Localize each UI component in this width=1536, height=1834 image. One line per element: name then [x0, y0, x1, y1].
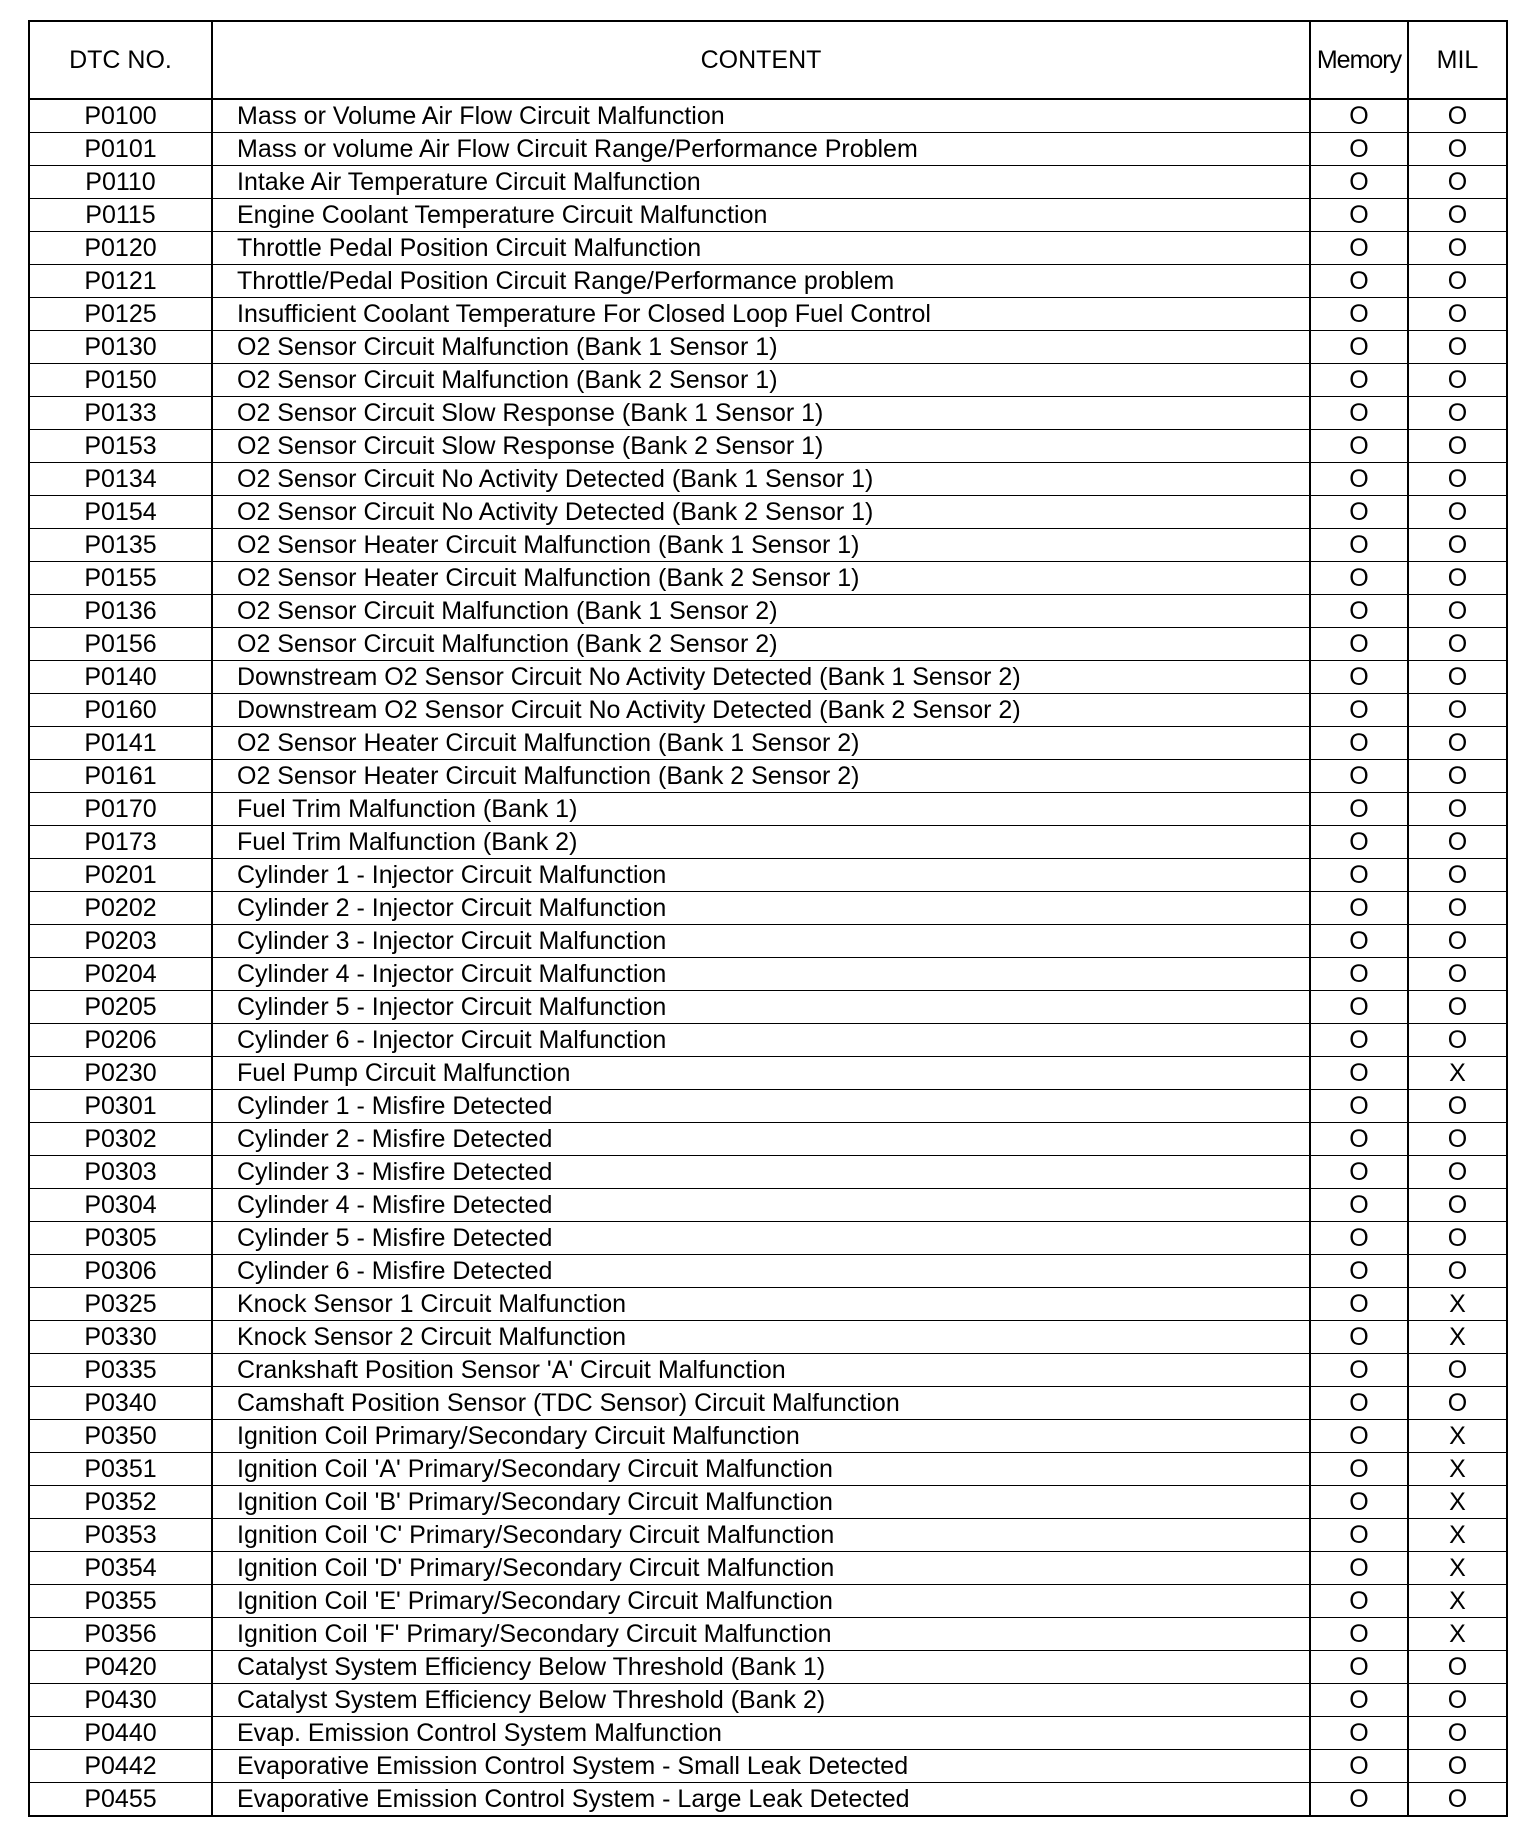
mil-flag-cell: O	[1408, 1123, 1507, 1156]
table-row	[29, 1684, 1507, 1717]
memory-flag-cell: O	[1310, 1783, 1408, 1817]
dtc-code-cell: P0125	[29, 298, 212, 331]
mil-flag-cell: O	[1408, 826, 1507, 859]
dtc-code-cell: P0136	[29, 595, 212, 628]
dtc-content-cell: O2 Sensor Circuit No Activity Detected (Bank 1 Sensor 1)	[212, 463, 1310, 496]
mil-flag-cell: X	[1408, 1486, 1507, 1519]
memory-flag-cell: O	[1310, 1288, 1408, 1321]
dtc-code-cell: P0160	[29, 694, 212, 727]
memory-flag-cell: O	[1310, 133, 1408, 166]
dtc-content-cell: O2 Sensor Circuit Malfunction (Bank 1 Sensor 2)	[212, 595, 1310, 628]
mil-flag-cell: O	[1408, 595, 1507, 628]
table-row	[29, 1486, 1507, 1519]
dtc-content-cell: O2 Sensor Circuit Malfunction (Bank 1 Sensor 1)	[212, 331, 1310, 364]
dtc-code-cell: P0133	[29, 397, 212, 430]
memory-flag-cell: O	[1310, 1420, 1408, 1453]
mil-flag-cell: O	[1408, 133, 1507, 166]
memory-flag-cell: O	[1310, 298, 1408, 331]
memory-flag-cell: O	[1310, 562, 1408, 595]
mil-flag-cell: O	[1408, 265, 1507, 298]
table-row	[29, 826, 1507, 859]
dtc-content-cell: Insufficient Coolant Temperature For Closed Loop Fuel Control	[212, 298, 1310, 331]
table-row	[29, 1024, 1507, 1057]
memory-flag-cell: O	[1310, 991, 1408, 1024]
mil-flag-cell: X	[1408, 1453, 1507, 1486]
dtc-content-cell: Engine Coolant Temperature Circuit Malfunction	[212, 199, 1310, 232]
table-row	[29, 628, 1507, 661]
dtc-code-cell: P0303	[29, 1156, 212, 1189]
table-row	[29, 1420, 1507, 1453]
memory-flag-cell: O	[1310, 463, 1408, 496]
mil-flag-cell: O	[1408, 529, 1507, 562]
mil-flag-cell: O	[1408, 562, 1507, 595]
table-row	[29, 1519, 1507, 1552]
header-memory: Memory	[1310, 21, 1408, 99]
mil-flag-cell: X	[1408, 1288, 1507, 1321]
dtc-code-cell: P0325	[29, 1288, 212, 1321]
mil-flag-cell: O	[1408, 991, 1507, 1024]
mil-flag-cell: O	[1408, 628, 1507, 661]
dtc-code-cell: P0204	[29, 958, 212, 991]
dtc-code-cell: P0121	[29, 265, 212, 298]
dtc-code-cell: P0155	[29, 562, 212, 595]
memory-flag-cell: O	[1310, 1387, 1408, 1420]
mil-flag-cell: O	[1408, 1717, 1507, 1750]
dtc-content-cell: Evaporative Emission Control System - Small Leak Detected	[212, 1750, 1310, 1783]
dtc-content-cell: Downstream O2 Sensor Circuit No Activity Detected (Bank 1 Sensor 2)	[212, 661, 1310, 694]
dtc-code-cell: P0101	[29, 133, 212, 166]
memory-flag-cell: O	[1310, 265, 1408, 298]
dtc-content-cell: Camshaft Position Sensor (TDC Sensor) Circuit Malfunction	[212, 1387, 1310, 1420]
dtc-content-cell: Cylinder 5 - Injector Circuit Malfunction	[212, 991, 1310, 1024]
dtc-code-cell: P0135	[29, 529, 212, 562]
mil-flag-cell: O	[1408, 925, 1507, 958]
table-row	[29, 694, 1507, 727]
dtc-code-cell: P0173	[29, 826, 212, 859]
mil-flag-cell: O	[1408, 1783, 1507, 1817]
table-row	[29, 463, 1507, 496]
memory-flag-cell: O	[1310, 397, 1408, 430]
dtc-code-cell: P0150	[29, 364, 212, 397]
header-content: CONTENT	[212, 21, 1310, 99]
dtc-content-cell: Knock Sensor 1 Circuit Malfunction	[212, 1288, 1310, 1321]
table-row	[29, 1750, 1507, 1783]
dtc-content-cell: Cylinder 4 - Misfire Detected	[212, 1189, 1310, 1222]
dtc-content-cell: Ignition Coil Primary/Secondary Circuit Malfunction	[212, 1420, 1310, 1453]
memory-flag-cell: O	[1310, 1090, 1408, 1123]
mil-flag-cell: O	[1408, 1651, 1507, 1684]
dtc-content-cell: Catalyst System Efficiency Below Threshold (Bank 1)	[212, 1651, 1310, 1684]
memory-flag-cell: O	[1310, 892, 1408, 925]
memory-flag-cell: O	[1310, 826, 1408, 859]
table-row	[29, 1222, 1507, 1255]
dtc-content-cell: Ignition Coil 'C' Primary/Secondary Circuit Malfunction	[212, 1519, 1310, 1552]
table-row	[29, 1090, 1507, 1123]
mil-flag-cell: O	[1408, 1222, 1507, 1255]
table-row	[29, 1387, 1507, 1420]
memory-flag-cell: O	[1310, 1024, 1408, 1057]
mil-flag-cell: X	[1408, 1618, 1507, 1651]
table-row	[29, 133, 1507, 166]
dtc-content-cell: O2 Sensor Circuit No Activity Detected (Bank 2 Sensor 1)	[212, 496, 1310, 529]
table-body	[29, 99, 1507, 1816]
mil-flag-cell: O	[1408, 1684, 1507, 1717]
dtc-code-cell: P0205	[29, 991, 212, 1024]
dtc-content-cell: O2 Sensor Circuit Malfunction (Bank 2 Sensor 1)	[212, 364, 1310, 397]
memory-flag-cell: O	[1310, 364, 1408, 397]
dtc-content-cell: O2 Sensor Circuit Malfunction (Bank 2 Sensor 2)	[212, 628, 1310, 661]
dtc-content-cell: Cylinder 6 - Misfire Detected	[212, 1255, 1310, 1288]
memory-flag-cell: O	[1310, 1123, 1408, 1156]
mil-flag-cell: X	[1408, 1552, 1507, 1585]
dtc-content-cell: Cylinder 6 - Injector Circuit Malfunction	[212, 1024, 1310, 1057]
mil-flag-cell: O	[1408, 199, 1507, 232]
table-row	[29, 727, 1507, 760]
mil-flag-cell: O	[1408, 397, 1507, 430]
dtc-code-cell: P0130	[29, 331, 212, 364]
dtc-code-cell: P0202	[29, 892, 212, 925]
dtc-code-cell: P0354	[29, 1552, 212, 1585]
table-row	[29, 760, 1507, 793]
memory-flag-cell: O	[1310, 958, 1408, 991]
mil-flag-cell: O	[1408, 727, 1507, 760]
dtc-content-cell: Catalyst System Efficiency Below Threshold (Bank 2)	[212, 1684, 1310, 1717]
memory-flag-cell: O	[1310, 199, 1408, 232]
table-row	[29, 562, 1507, 595]
table-row	[29, 595, 1507, 628]
dtc-code-cell: P0301	[29, 1090, 212, 1123]
mil-flag-cell: X	[1408, 1519, 1507, 1552]
dtc-content-cell: Cylinder 3 - Injector Circuit Malfunction	[212, 925, 1310, 958]
mil-flag-cell: O	[1408, 232, 1507, 265]
memory-flag-cell: O	[1310, 1156, 1408, 1189]
table-row	[29, 661, 1507, 694]
mil-flag-cell: O	[1408, 760, 1507, 793]
table-row	[29, 1321, 1507, 1354]
dtc-content-cell: Crankshaft Position Sensor 'A' Circuit Malfunction	[212, 1354, 1310, 1387]
mil-flag-cell: O	[1408, 166, 1507, 199]
mil-flag-cell: O	[1408, 958, 1507, 991]
dtc-code-cell: P0206	[29, 1024, 212, 1057]
dtc-code-cell: P0154	[29, 496, 212, 529]
dtc-code-cell: P0100	[29, 99, 212, 133]
memory-flag-cell: O	[1310, 628, 1408, 661]
dtc-code-cell: P0340	[29, 1387, 212, 1420]
dtc-content-cell: O2 Sensor Circuit Slow Response (Bank 2 Sensor 1)	[212, 430, 1310, 463]
dtc-content-cell: O2 Sensor Heater Circuit Malfunction (Bank 1 Sensor 1)	[212, 529, 1310, 562]
table-row	[29, 1156, 1507, 1189]
dtc-content-cell: Fuel Trim Malfunction (Bank 1)	[212, 793, 1310, 826]
dtc-code-cell: P0442	[29, 1750, 212, 1783]
dtc-content-cell: Mass or volume Air Flow Circuit Range/Performance Problem	[212, 133, 1310, 166]
mil-flag-cell: O	[1408, 661, 1507, 694]
mil-flag-cell: O	[1408, 331, 1507, 364]
dtc-code-cell: P0161	[29, 760, 212, 793]
mil-flag-cell: O	[1408, 694, 1507, 727]
dtc-code-cell: P0156	[29, 628, 212, 661]
mil-flag-cell: O	[1408, 1189, 1507, 1222]
dtc-content-cell: O2 Sensor Circuit Slow Response (Bank 1 Sensor 1)	[212, 397, 1310, 430]
table-row	[29, 331, 1507, 364]
mil-flag-cell: X	[1408, 1585, 1507, 1618]
table-row	[29, 958, 1507, 991]
table-row	[29, 1717, 1507, 1750]
dtc-code-cell: P0141	[29, 727, 212, 760]
memory-flag-cell: O	[1310, 1189, 1408, 1222]
dtc-content-cell: O2 Sensor Heater Circuit Malfunction (Bank 1 Sensor 2)	[212, 727, 1310, 760]
table-row	[29, 1057, 1507, 1090]
dtc-code-cell: P0353	[29, 1519, 212, 1552]
memory-flag-cell: O	[1310, 727, 1408, 760]
table-row	[29, 199, 1507, 232]
table-row	[29, 496, 1507, 529]
dtc-code-cell: P0140	[29, 661, 212, 694]
table-row	[29, 1354, 1507, 1387]
memory-flag-cell: O	[1310, 1717, 1408, 1750]
dtc-code-cell: P0115	[29, 199, 212, 232]
dtc-code-cell: P0134	[29, 463, 212, 496]
memory-flag-cell: O	[1310, 1486, 1408, 1519]
memory-flag-cell: O	[1310, 1255, 1408, 1288]
dtc-content-cell: Cylinder 2 - Misfire Detected	[212, 1123, 1310, 1156]
dtc-content-cell: Ignition Coil 'B' Primary/Secondary Circuit Malfunction	[212, 1486, 1310, 1519]
dtc-content-cell: Ignition Coil 'E' Primary/Secondary Circuit Malfunction	[212, 1585, 1310, 1618]
table-row	[29, 1618, 1507, 1651]
table-row	[29, 364, 1507, 397]
dtc-code-cell: P0350	[29, 1420, 212, 1453]
table-row	[29, 1783, 1507, 1817]
mil-flag-cell: O	[1408, 892, 1507, 925]
table-row	[29, 1585, 1507, 1618]
dtc-content-cell: Fuel Trim Malfunction (Bank 2)	[212, 826, 1310, 859]
memory-flag-cell: O	[1310, 529, 1408, 562]
dtc-content-cell: Downstream O2 Sensor Circuit No Activity Detected (Bank 2 Sensor 2)	[212, 694, 1310, 727]
memory-flag-cell: O	[1310, 1519, 1408, 1552]
dtc-code-cell: P0203	[29, 925, 212, 958]
dtc-content-cell: Fuel Pump Circuit Malfunction	[212, 1057, 1310, 1090]
memory-flag-cell: O	[1310, 1321, 1408, 1354]
memory-flag-cell: O	[1310, 166, 1408, 199]
mil-flag-cell: O	[1408, 859, 1507, 892]
table-row	[29, 99, 1507, 133]
mil-flag-cell: X	[1408, 1057, 1507, 1090]
memory-flag-cell: O	[1310, 1651, 1408, 1684]
dtc-code-cell: P0304	[29, 1189, 212, 1222]
table-row	[29, 1288, 1507, 1321]
table-row	[29, 265, 1507, 298]
dtc-content-cell: Throttle/Pedal Position Circuit Range/Performance problem	[212, 265, 1310, 298]
dtc-code-cell: P0455	[29, 1783, 212, 1817]
memory-flag-cell: O	[1310, 1453, 1408, 1486]
table-row	[29, 991, 1507, 1024]
dtc-content-cell: Cylinder 4 - Injector Circuit Malfunction	[212, 958, 1310, 991]
mil-flag-cell: O	[1408, 99, 1507, 133]
memory-flag-cell: O	[1310, 1222, 1408, 1255]
dtc-content-cell: Cylinder 3 - Misfire Detected	[212, 1156, 1310, 1189]
table-row	[29, 1453, 1507, 1486]
memory-flag-cell: O	[1310, 430, 1408, 463]
dtc-code-cell: P0352	[29, 1486, 212, 1519]
table-row	[29, 793, 1507, 826]
dtc-code-cell: P0170	[29, 793, 212, 826]
memory-flag-cell: O	[1310, 793, 1408, 826]
table-row	[29, 298, 1507, 331]
dtc-table	[28, 20, 1508, 1817]
table-row	[29, 397, 1507, 430]
dtc-content-cell: O2 Sensor Heater Circuit Malfunction (Bank 2 Sensor 1)	[212, 562, 1310, 595]
dtc-code-cell: P0306	[29, 1255, 212, 1288]
header-row	[29, 21, 1507, 99]
memory-flag-cell: O	[1310, 661, 1408, 694]
mil-flag-cell: X	[1408, 1420, 1507, 1453]
mil-flag-cell: X	[1408, 1321, 1507, 1354]
dtc-content-cell: Mass or Volume Air Flow Circuit Malfunction	[212, 99, 1310, 133]
dtc-code-cell: P0420	[29, 1651, 212, 1684]
dtc-content-cell: Knock Sensor 2 Circuit Malfunction	[212, 1321, 1310, 1354]
table-row	[29, 1651, 1507, 1684]
dtc-code-cell: P0440	[29, 1717, 212, 1750]
memory-flag-cell: O	[1310, 925, 1408, 958]
table-row	[29, 232, 1507, 265]
dtc-content-cell: Cylinder 1 - Injector Circuit Malfunction	[212, 859, 1310, 892]
table-row	[29, 859, 1507, 892]
mil-flag-cell: O	[1408, 793, 1507, 826]
memory-flag-cell: O	[1310, 1618, 1408, 1651]
dtc-content-cell: Cylinder 5 - Misfire Detected	[212, 1222, 1310, 1255]
mil-flag-cell: O	[1408, 364, 1507, 397]
mil-flag-cell: O	[1408, 463, 1507, 496]
dtc-content-cell: Ignition Coil 'A' Primary/Secondary Circuit Malfunction	[212, 1453, 1310, 1486]
dtc-content-cell: Ignition Coil 'F' Primary/Secondary Circuit Malfunction	[212, 1618, 1310, 1651]
mil-flag-cell: O	[1408, 298, 1507, 331]
header-dtc-no: DTC NO.	[29, 21, 212, 99]
memory-flag-cell: O	[1310, 99, 1408, 133]
dtc-code-cell: P0110	[29, 166, 212, 199]
memory-flag-cell: O	[1310, 496, 1408, 529]
table-row	[29, 1189, 1507, 1222]
mil-flag-cell: O	[1408, 1387, 1507, 1420]
memory-flag-cell: O	[1310, 1057, 1408, 1090]
table-header	[29, 21, 1507, 99]
memory-flag-cell: O	[1310, 1552, 1408, 1585]
dtc-code-cell: P0356	[29, 1618, 212, 1651]
dtc-code-cell: P0305	[29, 1222, 212, 1255]
table-row	[29, 430, 1507, 463]
dtc-code-cell: P0120	[29, 232, 212, 265]
dtc-code-cell: P0230	[29, 1057, 212, 1090]
mil-flag-cell: O	[1408, 496, 1507, 529]
header-mil: MIL	[1408, 21, 1507, 99]
dtc-content-cell: Evaporative Emission Control System - Large Leak Detected	[212, 1783, 1310, 1817]
mil-flag-cell: O	[1408, 1255, 1507, 1288]
mil-flag-cell: O	[1408, 1024, 1507, 1057]
memory-flag-cell: O	[1310, 859, 1408, 892]
memory-flag-cell: O	[1310, 1750, 1408, 1783]
mil-flag-cell: O	[1408, 1750, 1507, 1783]
dtc-content-cell: O2 Sensor Heater Circuit Malfunction (Bank 2 Sensor 2)	[212, 760, 1310, 793]
table-row	[29, 1255, 1507, 1288]
table-row	[29, 1552, 1507, 1585]
dtc-content-cell: Cylinder 1 - Misfire Detected	[212, 1090, 1310, 1123]
memory-flag-cell: O	[1310, 1585, 1408, 1618]
table-row	[29, 892, 1507, 925]
memory-flag-cell: O	[1310, 1684, 1408, 1717]
dtc-code-cell: P0335	[29, 1354, 212, 1387]
memory-flag-cell: O	[1310, 694, 1408, 727]
memory-flag-cell: O	[1310, 1354, 1408, 1387]
dtc-code-cell: P0153	[29, 430, 212, 463]
dtc-code-cell: P0302	[29, 1123, 212, 1156]
dtc-content-cell: Ignition Coil 'D' Primary/Secondary Circuit Malfunction	[212, 1552, 1310, 1585]
dtc-content-cell: Intake Air Temperature Circuit Malfunction	[212, 166, 1310, 199]
dtc-code-cell: P0330	[29, 1321, 212, 1354]
mil-flag-cell: O	[1408, 1090, 1507, 1123]
mil-flag-cell: O	[1408, 430, 1507, 463]
dtc-code-cell: P0355	[29, 1585, 212, 1618]
dtc-content-cell: Throttle Pedal Position Circuit Malfunction	[212, 232, 1310, 265]
dtc-code-cell: P0351	[29, 1453, 212, 1486]
memory-flag-cell: O	[1310, 331, 1408, 364]
dtc-content-cell: Cylinder 2 - Injector Circuit Malfunction	[212, 892, 1310, 925]
table-row	[29, 925, 1507, 958]
memory-flag-cell: O	[1310, 595, 1408, 628]
dtc-content-cell: Evap. Emission Control System Malfunction	[212, 1717, 1310, 1750]
memory-flag-cell: O	[1310, 760, 1408, 793]
dtc-code-cell: P0430	[29, 1684, 212, 1717]
mil-flag-cell: O	[1408, 1156, 1507, 1189]
table-row	[29, 1123, 1507, 1156]
table-row	[29, 529, 1507, 562]
mil-flag-cell: O	[1408, 1354, 1507, 1387]
table-row	[29, 166, 1507, 199]
memory-flag-cell: O	[1310, 232, 1408, 265]
dtc-code-cell: P0201	[29, 859, 212, 892]
